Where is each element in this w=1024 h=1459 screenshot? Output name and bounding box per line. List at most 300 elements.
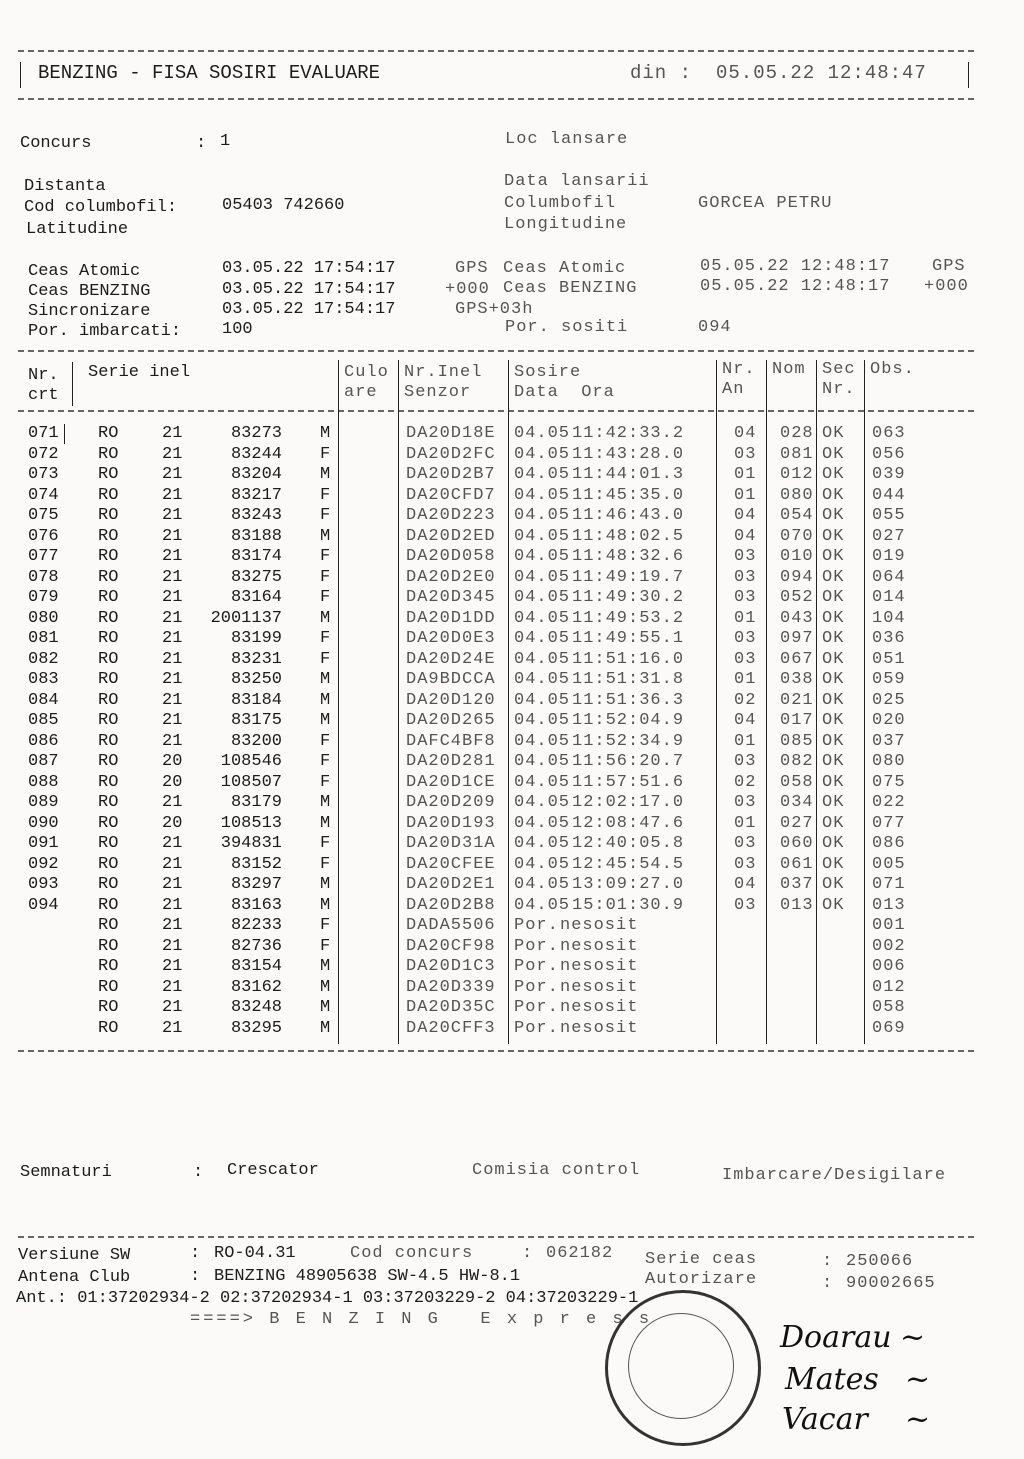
sex: F: [320, 485, 331, 505]
status: OK: [822, 854, 845, 874]
year-count: 04: [734, 526, 757, 546]
sex: M: [320, 957, 331, 976]
arrival-time: 11:45:35.0: [572, 485, 685, 505]
country: RO: [98, 875, 119, 894]
sensor-id: DA20D058: [406, 547, 496, 566]
nominal: 043: [780, 608, 814, 628]
col-obs: Obs.: [870, 360, 915, 379]
sositi-label: Por. sositi: [505, 318, 629, 337]
table-row: [0, 916, 1024, 936]
obs: 063: [872, 424, 906, 443]
sensor-id: DA20D339: [406, 977, 496, 997]
ceas-atomic-label: Ceas Atomic: [28, 262, 141, 281]
status: OK: [822, 424, 845, 443]
col-nr3: Nr.: [822, 380, 856, 399]
status: OK: [822, 895, 845, 915]
sex: F: [320, 649, 331, 669]
obs: 005: [872, 854, 906, 874]
handwritten-name-1: Doarau: [780, 1320, 892, 1355]
year-count: 03: [734, 629, 757, 648]
colon: :: [193, 1163, 204, 1182]
arrival-date: 04.05: [514, 465, 571, 484]
ring-number: 108507: [220, 772, 282, 792]
row-nr: 082: [28, 649, 59, 669]
year: 20: [162, 772, 183, 792]
ring-number: 82736: [230, 936, 282, 956]
arrival-time: 11:52:04.9: [572, 711, 685, 730]
sex: M: [320, 670, 331, 689]
data-lansarii-label: Data lansarii: [504, 172, 650, 191]
border-right: [968, 62, 969, 88]
arrival-time: 11:51:36.3: [572, 690, 685, 710]
arrival-date: Por.: [514, 977, 559, 997]
obs: 039: [872, 465, 906, 484]
nominal: 054: [780, 506, 814, 525]
sensor-id: DA20CFD7: [406, 485, 496, 505]
obs: 077: [872, 813, 906, 833]
country: RO: [98, 793, 119, 812]
year-count: 01: [734, 813, 757, 833]
sensor-id: DA20D265: [406, 711, 496, 730]
status: OK: [822, 772, 845, 792]
table-row: [0, 773, 1024, 793]
table-row: [0, 670, 1024, 690]
ring-number: 83175: [230, 711, 282, 730]
sex: F: [320, 567, 331, 587]
obs: 036: [872, 629, 906, 648]
year: 21: [162, 608, 183, 628]
divider: [18, 1050, 974, 1052]
col-inel: Nr.Inel: [404, 363, 483, 382]
row-nr: 081: [28, 629, 59, 648]
year: 21: [162, 854, 183, 874]
sensor-id: DA20D24E: [406, 649, 496, 669]
ring-number: 83152: [230, 854, 282, 874]
sex: F: [320, 752, 331, 771]
nominal: 060: [780, 834, 814, 853]
year: 20: [162, 813, 183, 833]
loc-lansare-label: Loc lansare: [505, 130, 629, 149]
country: RO: [98, 690, 119, 710]
status: OK: [822, 567, 845, 587]
arrival-time: 11:57:51.6: [572, 772, 685, 792]
year: 21: [162, 649, 183, 669]
country: RO: [98, 711, 119, 730]
arrival-time: 12:02:17.0: [572, 793, 685, 812]
row-nr: 094: [28, 895, 59, 915]
autorizare-label: Autorizare: [645, 1270, 758, 1289]
table-row: [0, 875, 1024, 895]
sensor-id: DA20D1C3: [406, 957, 496, 976]
colon: :: [190, 1244, 201, 1263]
year: 21: [162, 1018, 183, 1038]
sex: M: [320, 465, 331, 484]
table-row: [0, 527, 1024, 547]
row-nr: 091: [28, 834, 59, 853]
row-nr: 083: [28, 670, 59, 689]
ring-number: 83244: [230, 444, 282, 464]
arrival-time: 11:51:16.0: [572, 649, 685, 669]
col-sosire: Sosire: [514, 363, 582, 382]
arrival-date: Por.: [514, 957, 559, 976]
serie-ceas-value: 250066: [846, 1252, 914, 1271]
border-left: [20, 62, 21, 88]
sex: F: [320, 588, 331, 607]
year-count: 01: [734, 608, 757, 628]
arrival-date: 04.05: [514, 608, 571, 628]
country: RO: [98, 752, 119, 771]
row-nr: 084: [28, 690, 59, 710]
obs: 059: [872, 670, 906, 689]
versiune-value: RO-04.31: [214, 1244, 296, 1263]
ring-number: 83250: [230, 670, 282, 689]
header-rule: [72, 362, 73, 406]
arrival-time: 11:48:02.5: [572, 526, 685, 546]
col-crt: crt: [28, 386, 59, 405]
sex: M: [320, 526, 331, 546]
sincronizare-src: GPS+03h: [455, 300, 534, 319]
table-row: [0, 445, 1024, 465]
table-row: [0, 486, 1024, 506]
status: OK: [822, 752, 845, 771]
sensor-id: DA20CFF3: [406, 1018, 496, 1038]
country: RO: [98, 772, 119, 792]
sositi-value: 094: [698, 318, 732, 337]
year-count: 02: [734, 690, 757, 710]
serie-ceas-label: Serie ceas: [645, 1250, 758, 1269]
col-senzor: Senzor: [404, 383, 472, 402]
ring-number: 108546: [220, 752, 282, 771]
obs: 104: [872, 608, 906, 628]
arrival-date: 04.05: [514, 690, 571, 710]
arrival-date: 04.05: [514, 588, 571, 607]
ring-number: 83243: [230, 506, 282, 525]
country: RO: [98, 670, 119, 689]
table-row: [0, 855, 1024, 875]
status: OK: [822, 444, 845, 464]
row-nr: 086: [28, 731, 59, 751]
year-count: 03: [734, 588, 757, 607]
year: 21: [162, 936, 183, 956]
obs: 086: [872, 834, 906, 853]
obs: 044: [872, 485, 906, 505]
arrival-date: 04.05: [514, 629, 571, 648]
colon: :: [522, 1244, 534, 1263]
sensor-id: DA20D2E1: [406, 875, 496, 894]
sex: F: [320, 547, 331, 566]
sensor-id: DA20D2E0: [406, 567, 496, 587]
ring-number: 83273: [230, 424, 282, 443]
year: 21: [162, 588, 183, 607]
sensor-id: DA20D193: [406, 813, 496, 833]
arrival-time: 11:49:53.2: [572, 608, 685, 628]
printed-at: 05.05.22 12:48:47: [716, 62, 927, 84]
nominal: 080: [780, 485, 814, 505]
obs: 075: [872, 772, 906, 792]
arrival-date: Por.: [514, 916, 559, 935]
year: 21: [162, 465, 183, 484]
ring-number: 83184: [230, 690, 282, 710]
arrival-date: 04.05: [514, 793, 571, 812]
arrival-time: 11:49:30.2: [572, 588, 685, 607]
row-nr: 072: [28, 444, 59, 464]
ring-number: 83295: [230, 1018, 282, 1038]
ring-number: 83154: [230, 957, 282, 976]
obs: 002: [872, 936, 906, 956]
status: OK: [822, 547, 845, 566]
antenna-line: Ant.: 01:37202934-2 02:37202934-1 03:37203229-2 04:37203229-1: [16, 1289, 639, 1308]
arrival-date: 04.05: [514, 854, 571, 874]
year-count: 01: [734, 485, 757, 505]
country: RO: [98, 608, 119, 628]
year-count: 01: [734, 465, 757, 484]
nominal: 038: [780, 670, 814, 689]
status: OK: [822, 526, 845, 546]
ceas-benzing-value: 03.05.22 17:54:17: [222, 280, 396, 299]
table-row: [0, 568, 1024, 588]
col-serie: Serie inel: [88, 363, 191, 382]
obs: 019: [872, 547, 906, 566]
table-row: [0, 506, 1024, 526]
imbarcati-label: Por. imbarcati:: [28, 322, 182, 341]
country: RO: [98, 465, 119, 484]
obs: 064: [872, 567, 906, 587]
arrival-date: 04.05: [514, 752, 571, 771]
col-culo: Culo: [344, 363, 389, 382]
sincronizare-value: 03.05.22 17:54:17: [222, 300, 396, 319]
status: OK: [822, 506, 845, 525]
sex: F: [320, 772, 331, 792]
year-count: 03: [734, 649, 757, 669]
country: RO: [98, 813, 119, 833]
arrival-date: 04.05: [514, 875, 571, 894]
comisia-label: Comisia control: [472, 1161, 641, 1180]
obs: 069: [872, 1018, 906, 1038]
status: OK: [822, 711, 845, 730]
nominal: 017: [780, 711, 814, 730]
status: OK: [822, 670, 845, 689]
row-nr: 071: [28, 424, 59, 443]
ceas-atomic2-value: 05.05.22 12:48:17: [700, 257, 891, 276]
table-row: [0, 937, 1024, 957]
sensor-id: DA9BDCCA: [406, 670, 496, 689]
sensor-id: DA20D2ED: [406, 526, 496, 546]
arrival-time: nesosit: [560, 1018, 639, 1038]
ring-number: 83199: [230, 629, 282, 648]
year-count: 03: [734, 752, 757, 771]
arrival-time: 11:44:01.3: [572, 465, 685, 484]
year: 21: [162, 690, 183, 710]
nominal: 070: [780, 526, 814, 546]
arrival-time: 11:46:43.0: [572, 506, 685, 525]
obs: 037: [872, 731, 906, 751]
country: RO: [98, 444, 119, 464]
distanta-label: Distanta: [24, 177, 106, 196]
ceas-benzing2-src: +000: [924, 277, 969, 296]
columbofil-label: Columbofil: [504, 194, 617, 213]
sensor-id: DA20D281: [406, 752, 496, 771]
sensor-id: DAFC4BF8: [406, 731, 496, 751]
arrival-time: 12:08:47.6: [572, 813, 685, 833]
sex: F: [320, 916, 331, 935]
row-nr: 078: [28, 567, 59, 587]
country: RO: [98, 977, 119, 997]
year-count: 03: [734, 834, 757, 853]
arrival-date: 04.05: [514, 547, 571, 566]
col-nom: Nom: [772, 360, 806, 379]
sex: F: [320, 936, 331, 956]
arrival-date: 04.05: [514, 485, 571, 505]
sensor-id: DA20D31A: [406, 834, 496, 853]
sensor-id: DADA5506: [406, 916, 496, 935]
table-row: [0, 465, 1024, 485]
arrival-time: 15:01:30.9: [572, 895, 685, 915]
obs: 020: [872, 711, 906, 730]
arrival-date: 04.05: [514, 772, 571, 792]
year-count: 04: [734, 506, 757, 525]
arrival-time: 11:49:55.1: [572, 629, 685, 648]
arrival-date: 04.05: [514, 444, 571, 464]
ring-number: 83275: [230, 567, 282, 587]
sensor-id: DA20D209: [406, 793, 496, 812]
table-row: [0, 629, 1024, 649]
obs: 055: [872, 506, 906, 525]
arrival-date: 04.05: [514, 567, 571, 587]
year-count: 03: [734, 444, 757, 464]
antena-value: BENZING 48905638 SW-4.5 HW-8.1: [214, 1267, 521, 1286]
columbofil-value: GORCEA PETRU: [698, 194, 833, 213]
arrival-time: 11:48:32.6: [572, 547, 685, 566]
obs: 051: [872, 649, 906, 669]
sensor-id: DA20D2B8: [406, 895, 496, 915]
row-nr: 077: [28, 547, 59, 566]
sex: M: [320, 875, 331, 894]
printed-label: din :: [630, 62, 693, 84]
status: OK: [822, 485, 845, 505]
ring-number: 83297: [230, 875, 282, 894]
table-row: [0, 957, 1024, 977]
arrival-time: 11:52:34.9: [572, 731, 685, 751]
year: 21: [162, 547, 183, 566]
sex: M: [320, 608, 331, 628]
row-nr: 087: [28, 752, 59, 771]
divider: [18, 410, 974, 412]
ring-number: 83179: [230, 793, 282, 812]
row-nr: 089: [28, 793, 59, 812]
arrival-time: 11:51:31.8: [572, 670, 685, 689]
brand-line: ====> B E N Z I N G E x p r e s s: [190, 1310, 653, 1329]
country: RO: [98, 649, 119, 669]
ring-number: 83162: [230, 977, 282, 997]
country: RO: [98, 485, 119, 505]
signature-3: ~: [905, 1402, 931, 1437]
year-count: 01: [734, 731, 757, 751]
sex: M: [320, 690, 331, 710]
ceas-benzing-src: +000: [445, 280, 490, 299]
crescator-label: Crescator: [227, 1161, 319, 1180]
status: OK: [822, 629, 845, 648]
ceas-benzing2-label: Ceas BENZING: [503, 279, 638, 298]
table-row: [0, 998, 1024, 1018]
divider: [18, 50, 974, 52]
nominal: 082: [780, 752, 814, 771]
obs: 006: [872, 957, 906, 976]
colon: :: [822, 1252, 834, 1271]
status: OK: [822, 793, 845, 812]
year: 21: [162, 485, 183, 505]
status: OK: [822, 731, 845, 751]
year: 21: [162, 916, 183, 935]
ring-number: 108513: [220, 813, 282, 833]
status: OK: [822, 834, 845, 853]
year: 21: [162, 875, 183, 894]
country: RO: [98, 731, 119, 751]
ring-number: 83217: [230, 485, 282, 505]
obs: 058: [872, 998, 906, 1017]
arrival-time: nesosit: [560, 936, 639, 956]
ring-number: 83231: [230, 649, 282, 669]
arrival-date: 04.05: [514, 711, 571, 730]
nominal: 052: [780, 588, 814, 607]
imbarcati-value: 100: [222, 320, 253, 339]
nominal: 061: [780, 854, 814, 874]
obs: 014: [872, 588, 906, 607]
sensor-id: DA20D35C: [406, 998, 496, 1017]
row-nr: 076: [28, 526, 59, 546]
sex: F: [320, 629, 331, 648]
arrival-time: nesosit: [560, 977, 639, 997]
status: OK: [822, 649, 845, 669]
sensor-id: DA20D223: [406, 506, 496, 525]
sensor-id: DA20D1DD: [406, 608, 496, 628]
country: RO: [98, 854, 119, 874]
colon: :: [190, 1267, 201, 1286]
club-stamp: [605, 1290, 761, 1446]
nominal: 081: [780, 444, 814, 464]
nominal: 097: [780, 629, 814, 648]
table-row: [0, 588, 1024, 608]
year: 21: [162, 567, 183, 587]
ring-number: 83204: [230, 465, 282, 484]
nominal: 010: [780, 547, 814, 566]
year: 21: [162, 711, 183, 730]
autorizare-value: 90002665: [846, 1274, 936, 1293]
year-count: 03: [734, 895, 757, 915]
arrival-date: 04.05: [514, 506, 571, 525]
colon: :: [196, 134, 217, 153]
country: RO: [98, 834, 119, 853]
obs: 056: [872, 444, 906, 464]
obs: 071: [872, 875, 906, 894]
sensor-id: DA20D2B7: [406, 465, 496, 484]
arrival-date: 04.05: [514, 813, 571, 833]
nominal: 034: [780, 793, 814, 812]
row-nr: 093: [28, 875, 59, 894]
arrival-time: 11:56:20.7: [572, 752, 685, 771]
sensor-id: DA20D2FC: [406, 444, 496, 464]
sex: F: [320, 854, 331, 874]
table-row: [0, 609, 1024, 629]
arrival-time: nesosit: [560, 957, 639, 976]
antena-label: Antena Club: [18, 1268, 131, 1287]
year: 21: [162, 998, 183, 1017]
ceas-benzing-label: Ceas BENZING: [28, 282, 151, 301]
row-nr: 090: [28, 813, 59, 833]
arrival-time: 12:45:54.5: [572, 854, 685, 874]
obs: 025: [872, 690, 906, 710]
concurs-value: 1: [220, 132, 231, 151]
col-an: An: [722, 380, 745, 399]
